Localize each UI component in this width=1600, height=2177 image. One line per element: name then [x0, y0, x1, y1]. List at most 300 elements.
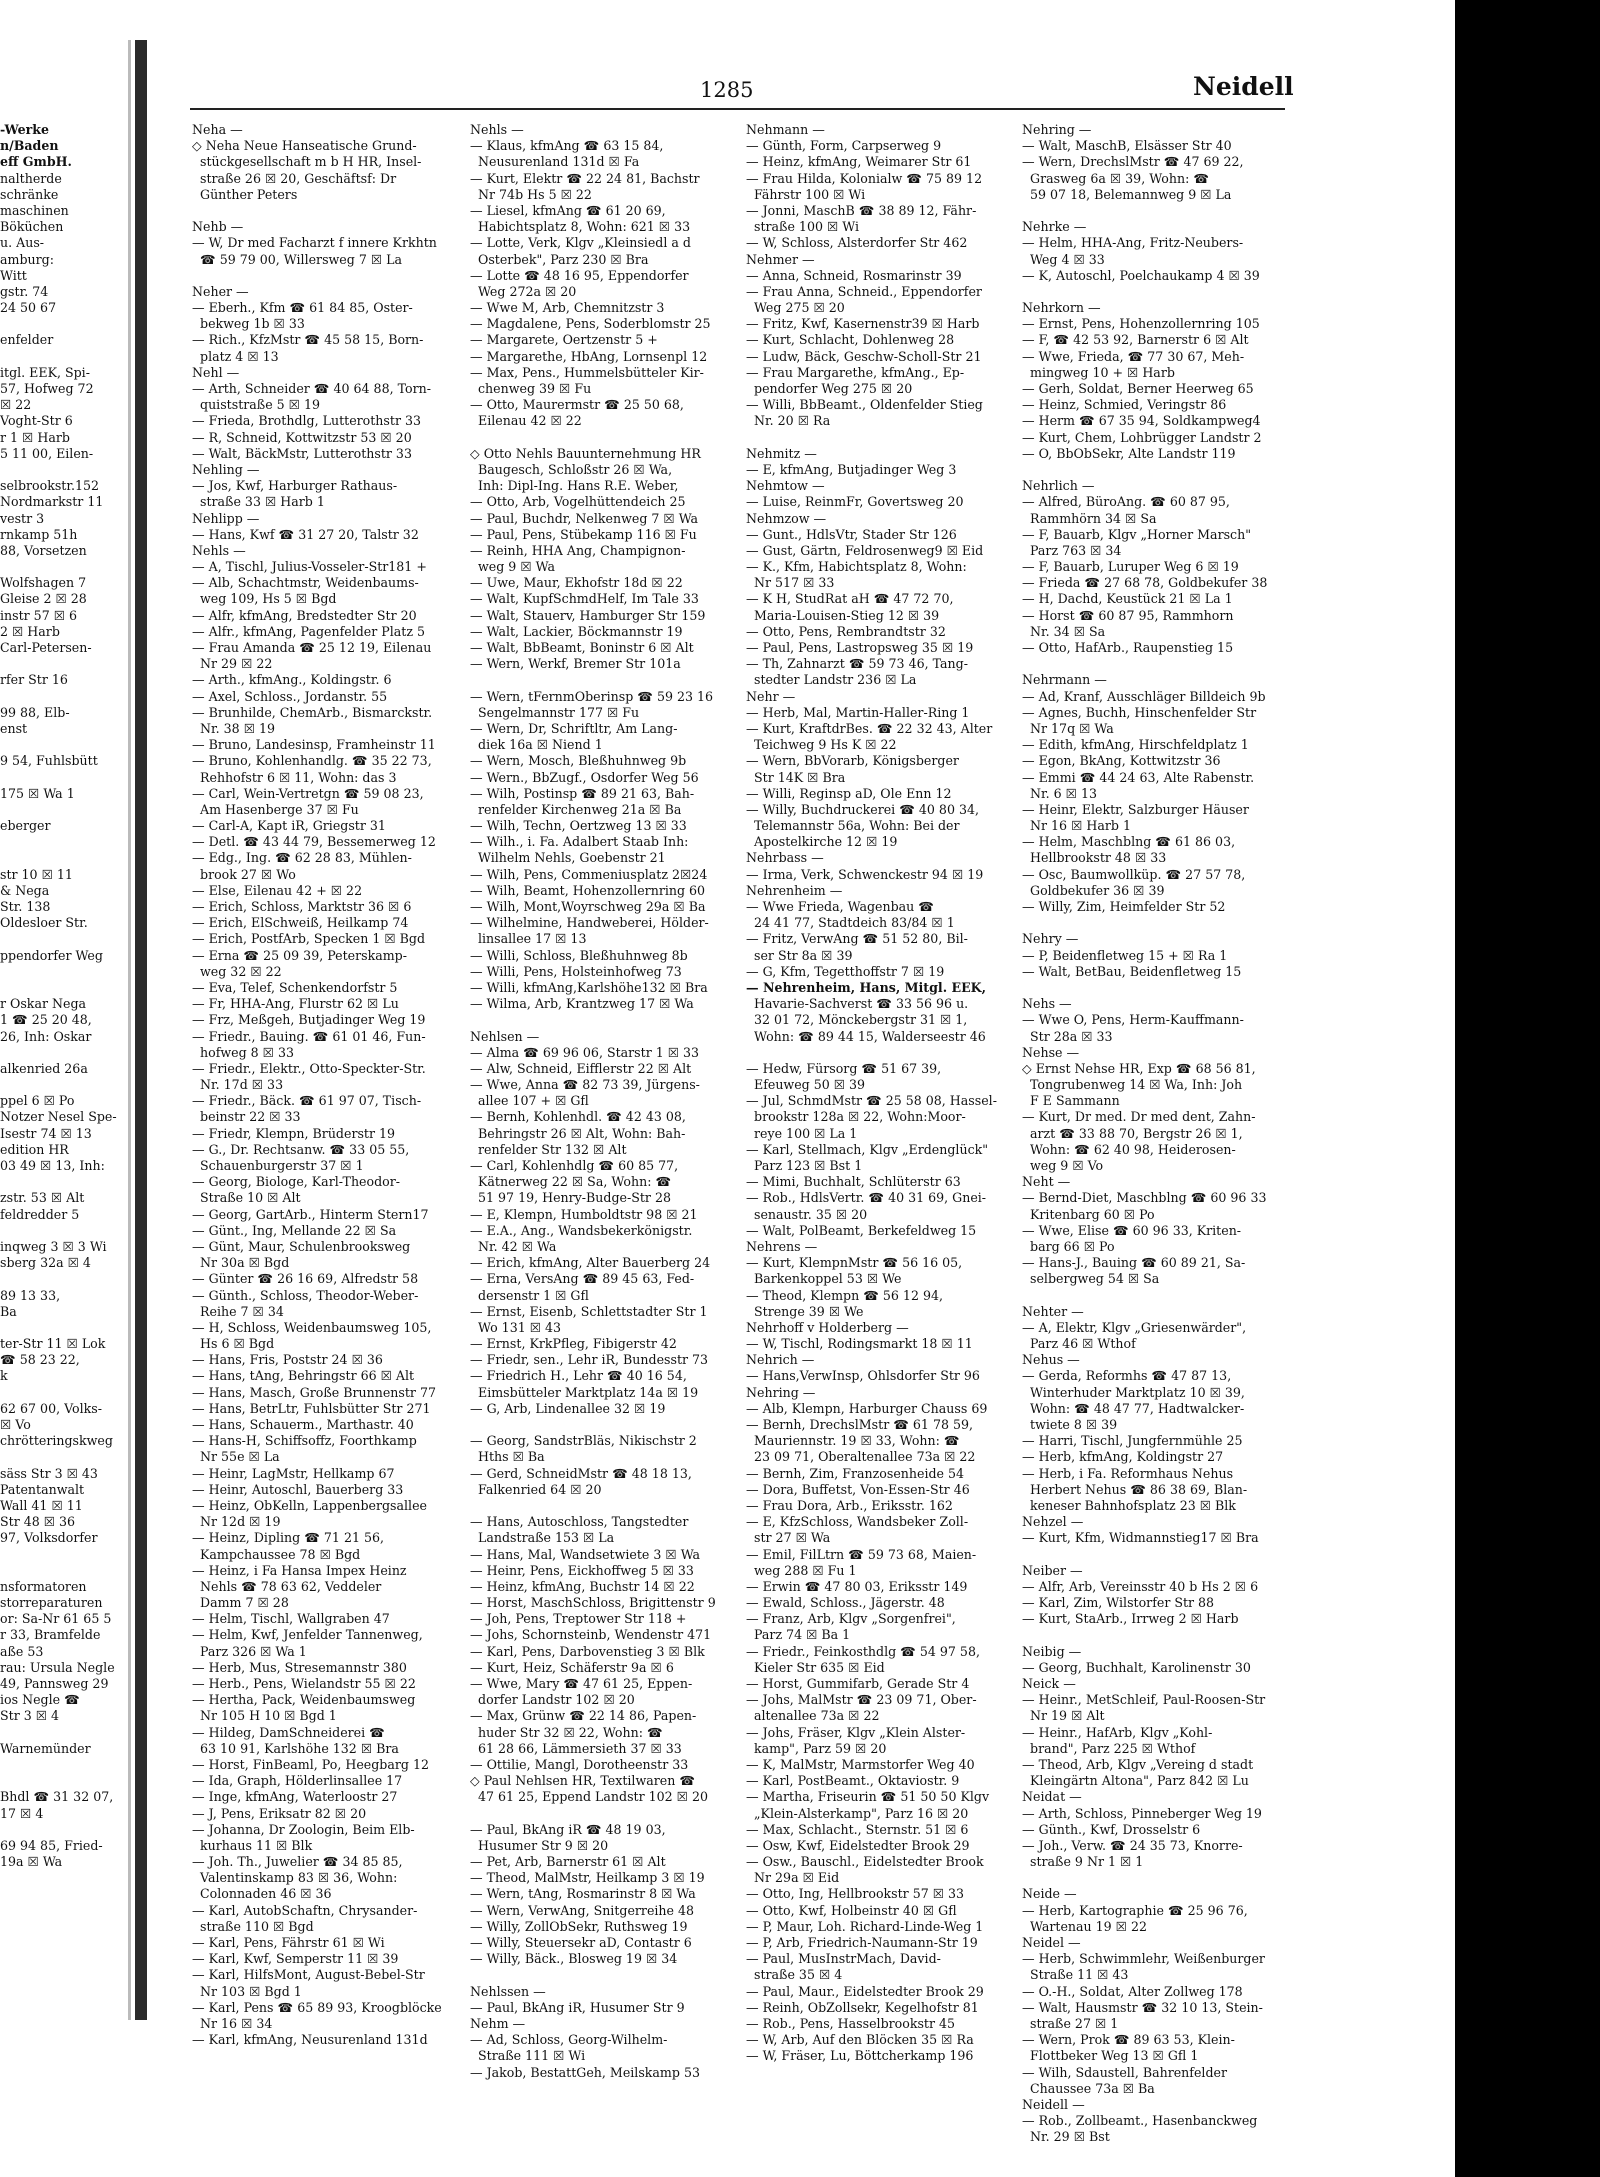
directory-line: — Kurt, Dr med. Dr med dent, Zahn- [1022, 1109, 1256, 1125]
directory-line: — Walt, BbBeamt, Boninstr 6 ☒ Alt [470, 640, 694, 655]
directory-line: — Rob., Zollbeamt., Hasenbanckweg [1022, 2113, 1258, 2129]
directory-line: — Franz, Arb, Klgv „Sorgenfrei", [746, 1611, 956, 1627]
directory-line: Rehhofstr 6 ☒ 11, Wohn: das 3 [192, 769, 397, 785]
directory-line: — Fritz, Kwf, Kasernenstr39 ☒ Harb [746, 316, 980, 332]
directory-line: Valentinskamp 83 ☒ 36, Wohn: [192, 1870, 398, 1886]
directory-line: — Brunhilde, ChemArb., Bismarckstr. [192, 704, 433, 720]
directory-line [0, 1045, 132, 1061]
directory-line [0, 980, 132, 996]
directory-line: Efeuweg 50 ☒ 39 [746, 1077, 866, 1093]
directory-line [0, 1385, 132, 1401]
directory-line: u. Aus- [0, 235, 45, 251]
directory-line: ◇ Paul Nehlsen HR, Textilwaren ☎ [470, 1773, 696, 1789]
directory-line: Parz 763 ☒ 34 [1022, 542, 1122, 558]
directory-line: — Alfred, BüroAng. ☎ 60 87 95, [1022, 494, 1230, 510]
directory-line: reye 100 ☒ La 1 [746, 1125, 858, 1141]
directory-line: Nr. 17d ☒ 33 [192, 1077, 284, 1093]
directory-line: — Theod, MalMstr, Heilkamp 3 ☒ 19 [470, 1870, 705, 1886]
directory-line: stückgesellschaft m b H HR, Insel- [192, 154, 422, 170]
directory-line: r 1 ☒ Harb [0, 429, 70, 445]
directory-line: chenweg 39 ☒ Fu [470, 381, 592, 396]
directory-line [0, 802, 132, 818]
directory-line: — Wern, VerwAng, Snitgerreihe 48 [470, 1902, 695, 1918]
directory-line: quiststraße 5 ☒ 19 [192, 397, 320, 413]
directory-line: Str 14K ☒ Bra [746, 769, 846, 785]
directory-line: — Mimi, Buchhalt, Schlüterstr 63 [746, 1174, 961, 1190]
directory-line: — Otto, Maurermstr ☎ 25 50 68, [470, 397, 684, 413]
directory-line: enst [0, 720, 28, 736]
directory-line: — Herm ☎ 67 35 94, Soldkampweg4 [1022, 413, 1261, 429]
directory-line: — Otto, HafArb., Raupenstieg 15 [1022, 640, 1234, 655]
directory-line: 26, Inh: Oskar [0, 1028, 92, 1044]
directory-line: — Hedw, Fürsorg ☎ 51 67 39, [746, 1060, 942, 1076]
directory-line: — Luise, ReinmFr, Govertsweg 20 [746, 494, 964, 510]
directory-line: — Hertha, Pack, Weidenbaumsweg [192, 1692, 416, 1708]
directory-line: — Friedr., Bäck. ☎ 61 97 07, Tisch- [192, 1093, 422, 1109]
directory-line: — Osc, Baumwollküp. ☎ 27 57 78, [1022, 866, 1246, 882]
directory-line: or: Sa-Nr 61 65 5 [0, 1611, 112, 1627]
directory-line: — Alb, Klempn, Harburger Chauss 69 [746, 1400, 988, 1416]
directory-line: — Wwe Frieda, Wagenbau ☎ [746, 899, 934, 914]
directory-line [1022, 1547, 1290, 1563]
directory-line: barg 66 ☒ Po [1022, 1238, 1115, 1254]
directory-line: — Wilh, Techn, Oertzweg 13 ☒ 33 [470, 818, 687, 834]
directory-line: Nr. 20 ☒ Ra [746, 413, 831, 429]
directory-line: Wo 131 ☒ 43 [470, 1319, 562, 1335]
directory-line: Neher — [192, 283, 249, 299]
directory-line: — Georg, Biologe, Karl-Theodor- [192, 1174, 401, 1190]
directory-line: — Fritz, VerwAng ☎ 51 52 80, Bil- [746, 931, 968, 947]
directory-line: Parz 326 ☒ Wa 1 [192, 1643, 307, 1659]
directory-line: Hs 6 ☒ Bgd [192, 1336, 275, 1352]
directory-line: 23 09 71, Oberaltenallee 73a ☒ 22 [746, 1449, 976, 1465]
directory-line: — Bruno, Kohlenhandlg. ☎ 35 22 73, [192, 753, 432, 769]
directory-line: Nehter — [1022, 1303, 1084, 1319]
directory-line: — Carl, Wein-Vertretgn ☎ 59 08 23, [192, 785, 424, 801]
directory-line: — Carl-A, Kapt iR, Griegstr 31 [192, 818, 386, 834]
directory-line: edition HR [0, 1141, 69, 1157]
directory-line: Falkenried 64 ☒ 20 [470, 1481, 602, 1497]
directory-line: — Gerda, Reformhs ☎ 47 87 13, [1022, 1368, 1232, 1384]
directory-line: — Wilh, Sdaustell, Bahrenfelder [1022, 2064, 1227, 2080]
directory-line: — Paul, Pens, Stübekamp 116 ☒ Fu [470, 526, 697, 542]
directory-line: — Kurt, KlempnMstr ☎ 56 16 05, [746, 1255, 963, 1271]
directory-line: 19a ☒ Wa [0, 1854, 63, 1870]
directory-line: Nehus — [1022, 1352, 1080, 1368]
directory-line [470, 1012, 740, 1028]
directory-line: Eilenau 42 ☒ 22 [470, 413, 582, 429]
directory-line: — Gunt., HdlsVtr, Stader Str 126 [746, 526, 957, 542]
directory-line: 5 11 00, Eilen- [0, 445, 94, 461]
directory-line: — Heinr., HafArb, Klgv „Kohl- [1022, 1724, 1213, 1740]
directory-line: — Friedr., Bauing. ☎ 61 01 46, Fun- [192, 1028, 426, 1044]
directory-line: r 33, Bramfelde [0, 1627, 101, 1643]
directory-line: alkenried 26a [0, 1060, 88, 1076]
directory-line: — Walt, KupfSchmdHelf, Im Tale 33 [470, 591, 699, 607]
directory-line: Nr 29a ☒ Eid [746, 1870, 840, 1886]
directory-line: Nr 19 ☒ Alt [1022, 1708, 1105, 1724]
directory-line [192, 203, 464, 219]
directory-line: — Frieda ☎ 27 68 78, Goldbekufer 38 [1022, 575, 1268, 591]
directory-line [0, 1174, 132, 1190]
directory-line: — Joh, Pens, Treptower Str 118 + [470, 1611, 687, 1627]
directory-line: Colonnaden 46 ☒ 36 [192, 1886, 332, 1902]
directory-line: — Heinz, Dipling ☎ 71 21 56, [192, 1530, 385, 1546]
directory-line: Nehmzow — [746, 510, 827, 526]
directory-line: — W, Fräser, Lu, Böttcherkamp 196 [746, 2048, 974, 2064]
directory-line [0, 737, 132, 753]
directory-line: — Friedr, Klempn, Brüderstr 19 [192, 1125, 396, 1141]
directory-line: — Wwe, Mary ☎ 47 61 25, Eppen- [470, 1676, 693, 1691]
directory-line: 2 ☒ Harb [0, 623, 60, 639]
directory-line: Parz 74 ☒ Ba 1 [746, 1627, 851, 1643]
directory-line: Reihe 7 ☒ 34 [192, 1303, 284, 1319]
directory-line: pendorfer Weg 275 ☒ 20 [746, 381, 913, 396]
directory-line: Str 48 ☒ 36 [0, 1514, 76, 1530]
directory-line: — Willi, kfmAng,Karlshöhe132 ☒ Bra [470, 979, 708, 995]
directory-line: — Wilh, Pens, Commeniusplatz 2☒24 [470, 866, 708, 882]
directory-line: — Johs, MalMstr ☎ 23 09 71, Ober- [746, 1692, 977, 1708]
directory-line: Nr 55e ☒ La [192, 1449, 280, 1465]
directory-line: — Else, Eilenau 42 + ☒ 22 [192, 882, 363, 898]
directory-line: nsformatoren [0, 1578, 87, 1594]
directory-line: 59 07 18, Belemannweg 9 ☒ La [1022, 186, 1232, 202]
directory-line: — Detl. ☎ 43 44 79, Bessemerweg 12 [192, 834, 436, 850]
directory-line [0, 1077, 132, 1093]
directory-line: 17 ☒ 4 [0, 1805, 44, 1821]
directory-line: — K, MalMstr, Marmstorfer Weg 40 [746, 1756, 975, 1772]
directory-line: — Emmi ☎ 44 24 63, Alte Rabenstr. [1022, 769, 1255, 785]
directory-line: Nehmitz — [746, 445, 817, 461]
directory-line: — Erna ☎ 25 09 39, Peterskamp- [192, 947, 407, 963]
directory-line: — Hans,VerwInsp, Ohlsdorfer Str 96 [746, 1368, 980, 1384]
directory-line: Gleise 2 ☒ 28 [0, 591, 87, 607]
directory-line: — Wern, Dr, Schriftltr, Am Lang- [470, 720, 678, 736]
directory-line: — Georg, Buchhalt, Karolinenstr 30 [1022, 1659, 1251, 1675]
directory-line: — Frau Margarethe, kfmAng., Ep- [746, 364, 965, 380]
directory-line: — Eberh., Kfm ☎ 61 84 85, Oster- [192, 300, 413, 316]
directory-line: vestr 3 [0, 510, 45, 526]
directory-line: — Hans, tAng, Behringstr 66 ☒ Alt [192, 1368, 415, 1384]
directory-line: Günther Peters [192, 186, 298, 202]
directory-line: — Karl, Pens ☎ 65 89 93, Kroogblöcke [192, 1999, 442, 2015]
directory-line: Nr. 29 ☒ Bst [1022, 2129, 1110, 2145]
directory-line: platz 4 ☒ 13 [192, 348, 279, 364]
directory-line: — Helm, Kwf, Jenfelder Tannenweg, [192, 1627, 423, 1643]
directory-line: — Willy, Bäck., Blosweg 19 ☒ 34 [470, 1951, 678, 1967]
header-rule [190, 108, 1285, 110]
directory-line: weg 32 ☒ 22 [192, 963, 282, 979]
directory-line [0, 656, 132, 672]
directory-line [746, 430, 1018, 446]
directory-line: — Friedrich H., Lehr ☎ 40 16 54, [470, 1368, 687, 1384]
directory-line: — Bernd-Diet, Maschblng ☎ 60 96 33 [1022, 1190, 1267, 1206]
directory-line: Damm 7 ☒ 28 [192, 1595, 289, 1611]
directory-line: — G., Dr. Rechtsanw. ☎ 33 05 55, [192, 1141, 410, 1157]
directory-line: bekweg 1b ☒ 33 [192, 316, 305, 332]
directory-line: chrötteringskweg [0, 1433, 113, 1449]
directory-line: Straße 111 ☒ Wi [470, 2048, 586, 2064]
directory-line: selbrookstr.152 [0, 478, 100, 494]
directory-line: — Erna, VersAng ☎ 89 45 63, Fed- [470, 1271, 695, 1287]
directory-line: — Paul, Buchdr, Nelkenweg 7 ☒ Wa [470, 510, 699, 526]
directory-line: Neide — [1022, 1886, 1077, 1902]
directory-line: Nr. 6 ☒ 13 [1022, 785, 1098, 801]
directory-line: — Paul, BkAng iR, Husumer Str 9 [470, 1999, 685, 2015]
directory-line [746, 1045, 1018, 1061]
directory-line: — Karl, HilfsMont, August-Bebel-Str [192, 1967, 425, 1983]
directory-line: Weg 4 ☒ 33 [1022, 251, 1105, 267]
directory-line: Chaussee 73a ☒ Ba [1022, 2080, 1155, 2096]
directory-line: — Georg, SandstrBläs, Nikischstr 2 [470, 1433, 697, 1449]
directory-line: kurhaus 11 ☒ Blk [192, 1837, 313, 1853]
directory-line: — E, kfmAng, Butjadinger Weg 3 [746, 461, 957, 477]
directory-line: — Carl, Kohlenhdlg ☎ 60 85 77, [470, 1158, 679, 1173]
column-4 [1022, 122, 1290, 2145]
directory-line: Wall 41 ☒ 11 [0, 1497, 83, 1513]
directory-line: Warnemünder [0, 1740, 91, 1756]
directory-line: huder Str 32 ☒ 22, Wohn: ☎ [470, 1724, 663, 1740]
directory-line: — Max, Grünw ☎ 22 14 86, Papen- [470, 1708, 697, 1724]
directory-line: — Otto, Kwf, Holbeinstr 40 ☒ Gfl [746, 1902, 957, 1918]
directory-line: n/Baden [0, 138, 59, 154]
directory-line: — Wwe O, Pens, Herm-Kauffmann- [1022, 1012, 1244, 1028]
directory-line: Neick — [1022, 1676, 1076, 1691]
directory-line: straße 27 ☒ 1 [1022, 2015, 1119, 2031]
directory-line: dersenstr 1 ☒ Gfl [470, 1287, 589, 1303]
directory-line: — Wern, tFernmOberinsp ☎ 59 23 16 [470, 688, 714, 704]
directory-line: — Reinh, ObZollsekr, Kegelhofstr 81 [746, 1999, 979, 2015]
column-1 [192, 122, 464, 2048]
directory-line: — Karl, Pens, Darbovenstieg 3 ☒ Blk [470, 1643, 705, 1659]
directory-line: ter-Str 11 ☒ Lok [0, 1336, 106, 1352]
directory-line: — Willy, ZollObSekr, Ruthsweg 19 [470, 1918, 688, 1934]
directory-line: sberg 32a ☒ 4 [0, 1255, 91, 1271]
directory-line: — Agnes, Buchh, Hinschenfelder Str [1022, 704, 1257, 720]
directory-line: Telemannstr 56a, Wohn: Bei der [746, 818, 960, 834]
directory-line: 1 ☎ 25 20 48, [0, 1012, 92, 1028]
directory-line: — E.A., Ang., Wandsbekerkönigstr. [470, 1222, 693, 1238]
directory-line: altenallee 73a ☒ 22 [746, 1708, 880, 1724]
directory-line: Am Hasenberge 37 ☒ Fu [192, 801, 359, 817]
directory-line: k [0, 1368, 8, 1384]
directory-line: — Rob., HdlsVertr. ☎ 40 31 69, Gnei- [746, 1190, 987, 1206]
directory-line: str 10 ☒ 11 [0, 866, 73, 882]
directory-line: — Heinz, kfmAng, Weimarer Str 61 [746, 154, 972, 170]
directory-line [470, 1967, 740, 1983]
directory-line: Nehmtow — [746, 478, 825, 494]
directory-line: Tongrubenweg 14 ☒ Wa, Inh: Joh [1022, 1077, 1243, 1093]
directory-line: — Walt, BetBau, Beidenfletweg 15 [1022, 963, 1242, 979]
directory-line [1022, 203, 1290, 219]
directory-line: weg 288 ☒ Fu 1 [746, 1562, 857, 1578]
directory-line: — Heinr, Elektr, Salzburger Häuser [1022, 801, 1249, 817]
directory-line: 24 50 67 [0, 300, 57, 316]
directory-line: Apostelkirche 12 ☒ 19 [746, 834, 898, 850]
directory-line: — Willy, Buchdruckerei ☎ 40 80 34, [746, 801, 979, 817]
directory-line: — Willi, Reginsp aD, Ole Enn 12 [746, 785, 952, 801]
directory-line: — Heinr., MetSchleif, Paul-Roosen-Str [1022, 1692, 1266, 1708]
directory-line [0, 689, 132, 705]
directory-line: ☎ 58 23 22, [0, 1352, 80, 1368]
directory-line: — Georg, GartArb., Hinterm Stern17 [192, 1206, 429, 1222]
directory-line [0, 1822, 132, 1838]
directory-line: — Magdalene, Pens, Soderblomstr 25 [470, 316, 711, 332]
directory-line: weg 9 ☒ Vo [1022, 1158, 1104, 1173]
directory-line: — Walt, PolBeamt, Berkefeldweg 15 [746, 1222, 977, 1238]
directory-line: — H, Schloss, Weidenbaumsweg 105, [192, 1319, 432, 1335]
directory-line: — A, Tischl, Julius-Vosseler-Str181 + [192, 559, 427, 575]
directory-line [0, 1449, 132, 1465]
directory-line: — Wern, Mosch, Bleßhuhnweg 9b [470, 753, 687, 769]
directory-line: rau: Ursula Negle [0, 1659, 115, 1675]
directory-line: eff GmbH. [0, 154, 72, 170]
directory-line: — Gust, Gärtn, Feldrosenweg9 ☒ Eid [746, 542, 984, 558]
directory-line: Inh: Dipl-Ing. Hans R.E. Weber, [470, 478, 679, 494]
directory-line: — Ernst, Eisenb, Schlettstadter Str 1 [470, 1303, 708, 1319]
directory-line: Neidell — [1022, 2096, 1085, 2112]
directory-line: — Paul, BkAng iR ☎ 48 19 03, [470, 1821, 666, 1837]
directory-line: — G, Kfm, Tegetthoffstr 7 ☒ 19 [746, 963, 945, 979]
directory-line: Kieler Str 635 ☒ Eid [746, 1659, 885, 1675]
directory-line: Barkenkoppel 53 ☒ We [746, 1271, 902, 1287]
directory-line: — Edith, kfmAng, Hirschfeldplatz 1 [1022, 737, 1249, 753]
directory-line: — Margarete, Oertzenstr 5 + [470, 332, 658, 348]
directory-line: straße 26 ☒ 20, Geschäftsf: Dr [192, 170, 397, 186]
directory-line: Nehm — [470, 2015, 526, 2031]
directory-line: rfer Str 16 [0, 672, 68, 688]
directory-line: zstr. 53 ☒ Alt [0, 1190, 85, 1206]
directory-line: 9 54, Fuhlsbütt [0, 753, 98, 769]
directory-line: Teichweg 9 Hs K ☒ 22 [746, 737, 897, 753]
directory-line: Nr 30a ☒ Bgd [192, 1255, 290, 1271]
directory-line: Kätnerweg 22 ☒ Sa, Wohn: ☎ [470, 1174, 672, 1190]
directory-line [1022, 915, 1290, 931]
directory-line: hofweg 8 ☒ 33 [192, 1044, 294, 1060]
directory-line: — Th, Zahnarzt ☎ 59 73 46, Tang- [746, 656, 968, 672]
directory-line: — Pet, Arb, Barnerstr 61 ☒ Alt [470, 1854, 666, 1870]
directory-line: — Hans, Masch, Große Brunnenstr 77 [192, 1384, 436, 1400]
directory-line: Neht — [1022, 1174, 1071, 1190]
directory-line: — Karl, Zim, Wilstorfer Str 88 [1022, 1595, 1215, 1611]
directory-line: straße 100 ☒ Wi [746, 219, 860, 235]
directory-line: ☒ 22 [0, 397, 32, 413]
directory-line: Nehr — [746, 688, 796, 704]
directory-line: — Johs, Fräser, Klgv „Klein Alster- [746, 1724, 966, 1740]
directory-line: Nehzel — [1022, 1514, 1084, 1530]
directory-line: — Wilh, Beamt, Hohenzollernring 60 [470, 882, 706, 898]
directory-line: kamp", Parz 59 ☒ 20 [746, 1740, 887, 1756]
directory-line: weg 109, Hs 5 ☒ Bgd [192, 591, 337, 607]
directory-line: Baugesch, Schloßstr 26 ☒ Wa, [470, 461, 673, 477]
directory-line: ios Negle ☎ [0, 1692, 80, 1708]
directory-line: Straße 10 ☒ Alt [192, 1190, 301, 1206]
directory-line: ☎ 59 79 00, Willersweg 7 ☒ La [192, 251, 403, 267]
directory-line: — Frieda, Brothdlg, Lutterothstr 33 [192, 413, 421, 429]
directory-line: — Bernh, Zim, Franzosenheide 54 [746, 1465, 965, 1481]
directory-line: stedter Landstr 236 ☒ La [746, 672, 917, 688]
directory-line: — Günth, Form, Carpserweg 9 [746, 138, 942, 154]
page-spine [135, 40, 147, 2020]
directory-line: mingweg 10 + ☒ Harb [1022, 364, 1175, 380]
directory-line: r Oskar Nega [0, 996, 87, 1012]
directory-line: brookstr 128a ☒ 22, Wohn:Moor- [746, 1109, 966, 1125]
directory-line: straße 9 Nr 1 ☒ 1 [1022, 1854, 1144, 1870]
directory-line: — Wwe, Anna ☎ 82 73 39, Jürgens- [470, 1077, 700, 1093]
directory-line: — Osw, Kwf, Eidelstedter Brook 29 [746, 1837, 970, 1853]
directory-line: — Reinh, HHA Ang, Champignon- [470, 542, 686, 558]
directory-line: — Bernh, Kohlenhdl. ☎ 42 43 08, [470, 1109, 686, 1125]
directory-line: — F, Bauarb, Luruper Weg 6 ☒ 19 [1022, 559, 1239, 575]
directory-line [0, 1320, 132, 1336]
directory-line: — Hans, Mal, Wandsetwiete 3 ☒ Wa [470, 1546, 701, 1562]
column-prev-page [0, 122, 132, 1870]
directory-line [0, 559, 132, 575]
directory-line: — Heinz, kfmAng, Buchstr 14 ☒ 22 [470, 1578, 695, 1594]
directory-line: Nr 29 ☒ 22 [192, 656, 273, 672]
directory-line: Nehlssen — [470, 1983, 546, 1999]
directory-line: — Horst, MaschSchloss, Brigittenstr 9 [470, 1595, 716, 1611]
directory-line: — Horst ☎ 60 87 95, Rammhorn [1022, 607, 1234, 623]
directory-line: Parz 46 ☒ Wthof [1022, 1336, 1136, 1352]
directory-line: — Heinz, Schmied, Veringstr 86 [1022, 397, 1227, 413]
directory-line [1022, 462, 1290, 478]
directory-line: — Harri, Tischl, Jungfernmühle 25 [1022, 1433, 1243, 1449]
directory-line: — Arth., kfmAng., Koldingstr. 6 [192, 672, 392, 688]
directory-line: ser Str 8a ☒ 39 [746, 947, 853, 963]
directory-line: Neiber — [1022, 1562, 1083, 1578]
directory-line: Nehb — [192, 219, 244, 235]
directory-line: — P, Beidenfletweg 15 + ☒ Ra 1 [1022, 947, 1228, 963]
directory-line [1022, 980, 1290, 996]
directory-line: — Walt, Hausmstr ☎ 32 10 13, Stein- [1022, 1999, 1263, 2015]
directory-line: ◇ Neha Neue Hanseatische Grund- [192, 138, 417, 154]
directory-line: Landstraße 153 ☒ La [470, 1530, 615, 1546]
directory-line: — Horst, FinBeaml, Po, Heegbarg 12 [192, 1756, 429, 1772]
directory-line: — Osw., Bauschl., Eidelstedter Brook [746, 1854, 984, 1870]
directory-line: — Karl, PostBeamt., Oktaviostr. 9 [746, 1773, 960, 1789]
directory-line: itgl. EEK, Spi- [0, 364, 90, 380]
directory-line: — Rob., Pens, Hasselbrookstr 45 [746, 2015, 956, 2031]
directory-line: Herbert Nehus ☎ 86 38 69, Blan- [1022, 1481, 1248, 1497]
directory-line: — Wilh, Postinsp ☎ 89 21 63, Bah- [470, 785, 695, 801]
directory-line: Nehring — [1022, 122, 1092, 137]
directory-line: — H, Dachd, Keustück 21 ☒ La 1 [1022, 591, 1233, 607]
directory-line: F E Sammann [1022, 1093, 1120, 1109]
directory-line: — Friedr, sen., Lehr iR, Bundesstr 73 [470, 1352, 709, 1368]
directory-line: — Edg., Ing. ☎ 62 28 83, Mühlen- [192, 850, 412, 866]
directory-line: Str 3 ☒ 4 [0, 1708, 60, 1724]
directory-line: Wolfshagen 7 [0, 575, 87, 591]
directory-line: str 27 ☒ Wa [746, 1530, 831, 1546]
directory-line: eberger [0, 818, 51, 834]
directory-line: Neha — [192, 122, 243, 137]
directory-line: — Wilhelmine, Handweberei, Hölder- [470, 915, 709, 931]
directory-line: Nehls ☎ 78 63 62, Veddeler [192, 1578, 382, 1594]
directory-line: Nehse — [1022, 1044, 1080, 1060]
directory-line: Kritenbarg 60 ☒ Po [1022, 1206, 1155, 1222]
directory-line: Nehlsen — [470, 1028, 540, 1044]
directory-line: Nehrens — [746, 1238, 818, 1254]
directory-line: — Hans, Kwf ☎ 31 27 20, Talstr 32 [192, 526, 419, 542]
directory-line: Böküchen [0, 219, 64, 235]
directory-line: — A, Elektr, Klgv „Griesenwärder", [1022, 1319, 1247, 1335]
running-head: Neidell [1193, 72, 1294, 101]
directory-line: Weg 272a ☒ 20 [470, 283, 577, 299]
directory-line: — Kurt, Chem, Lohbrügger Landstr 2 [1022, 429, 1262, 445]
directory-line: Nehls — [470, 122, 524, 137]
directory-line: 62 67 00, Volks- [0, 1400, 102, 1416]
